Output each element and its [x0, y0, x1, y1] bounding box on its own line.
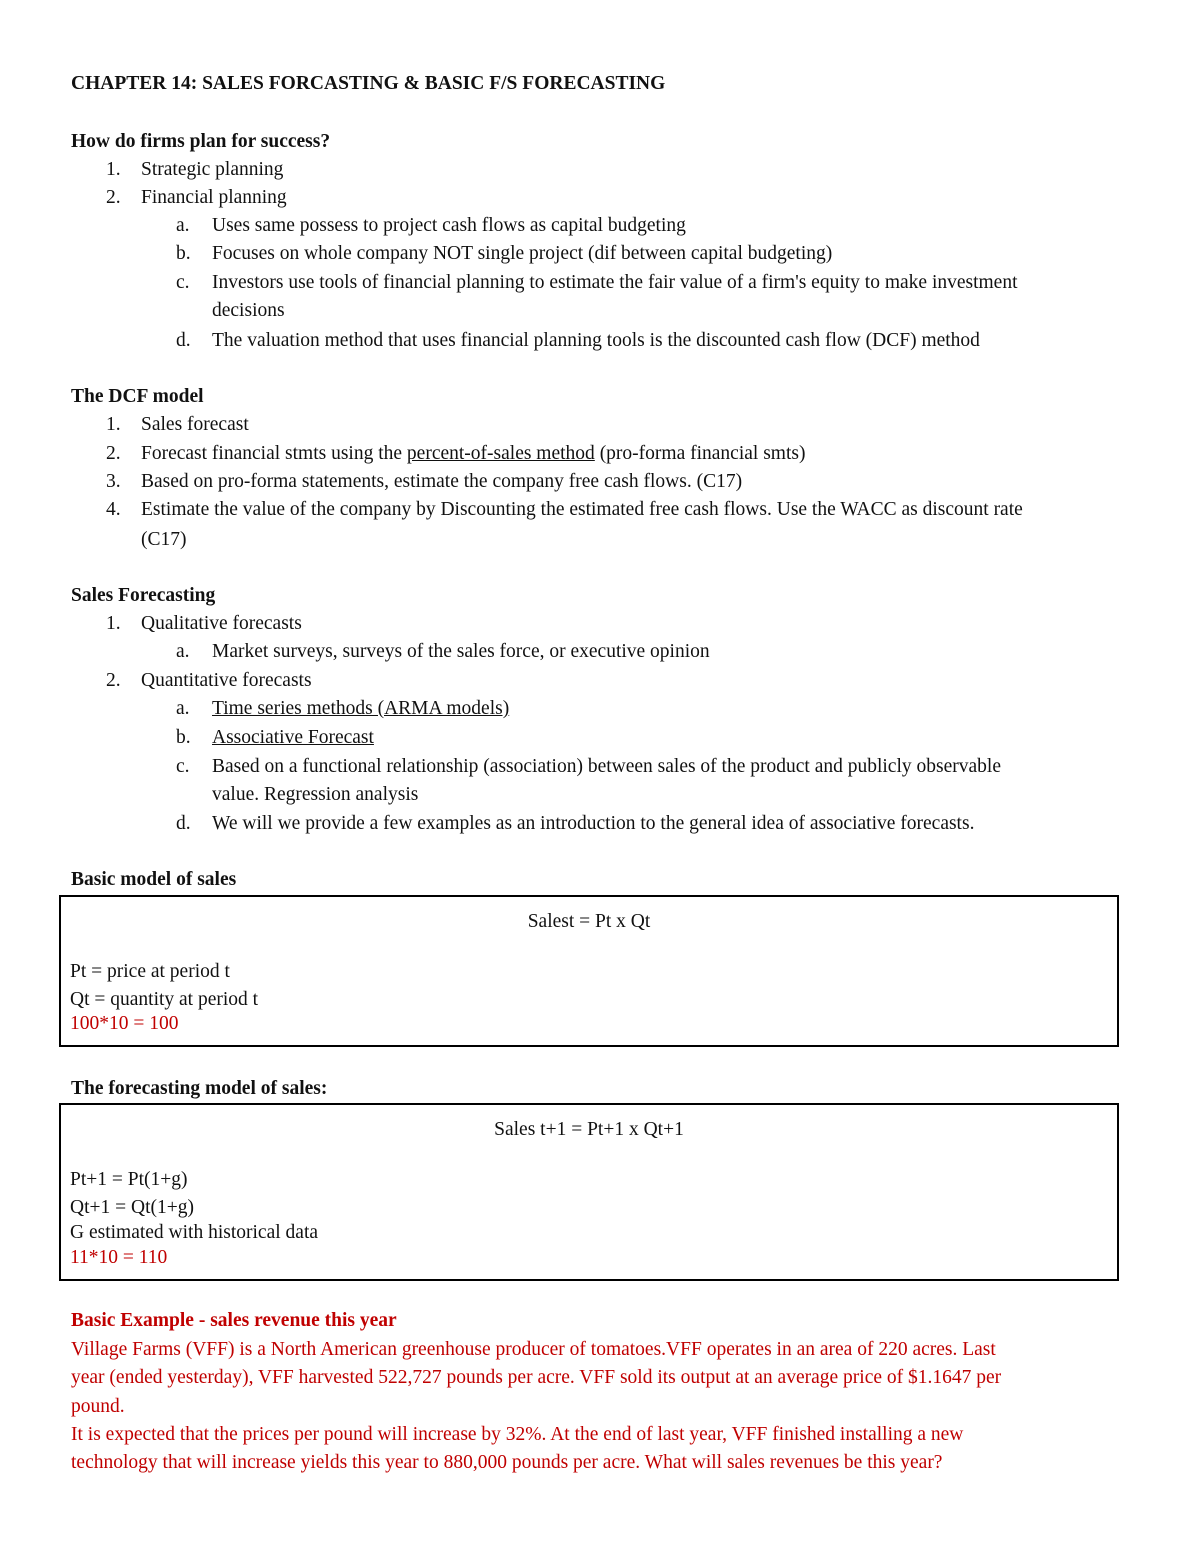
- sf-item-text: Qualitative forecasts: [141, 613, 302, 634]
- plan-sub-letter: c.: [176, 272, 190, 293]
- example-line: year (ended yesterday), VFF harvested 522,727 pounds per acre. VFF sold its output at an average price of $1.1647 per: [71, 1367, 1002, 1388]
- sf-item-text: Quantitative forecasts: [141, 670, 312, 691]
- plan-sub-text: The valuation method that uses financial planning tools is the discounted cash flow (DCF) method: [212, 330, 980, 351]
- dcf-item-text: [141, 440, 805, 468]
- plan-item-num: 2.: [106, 187, 121, 208]
- basic-model-example: 100*10 = 100: [70, 1013, 179, 1034]
- forecast-model-heading: The forecasting model of sales:: [71, 1078, 328, 1099]
- plan-item-text: Financial planning: [141, 187, 287, 208]
- forecast-model-line: Pt+1 = Pt(1+g): [70, 1169, 188, 1190]
- sf-item-num: 2.: [106, 670, 121, 691]
- dcf-item-text: Based on pro-forma statements, estimate the company free cash flows. (C17): [141, 471, 743, 492]
- sf-sub-text: We will we provide a few examples as an introduction to the general idea of associative forecasts.: [212, 813, 975, 834]
- example-line: pound.: [71, 1396, 125, 1417]
- plan-item-text: Strategic planning: [141, 159, 284, 180]
- forecast-model-line: G estimated with historical data: [70, 1222, 319, 1243]
- plan-sub-text-cont: decisions: [212, 300, 285, 321]
- plan-sub-text: Focuses on whole company NOT single project (dif between capital budgeting): [212, 243, 833, 264]
- example-line: Village Farms (VFF) is a North American greenhouse producer of tomatoes.VFF operates in an area of 220 acres. Last: [71, 1339, 996, 1360]
- sf-sub-text-cont: value. Regression analysis: [212, 784, 419, 805]
- plan-sub-text: Uses same possess to project cash flows as capital budgeting: [212, 215, 686, 236]
- dcf-item-num: 4.: [106, 499, 121, 520]
- sf-sub-letter: c.: [176, 756, 190, 777]
- percent-of-sales-link[interactable]: percent-of-sales method: [406, 443, 595, 464]
- basic-model-line: Pt = price at period t: [70, 961, 230, 982]
- dcf-item-text: Sales forecast: [141, 414, 249, 435]
- sf-sub-letter: a.: [176, 698, 190, 719]
- dcf-item-text-post: (pro-forma financial smts): [594, 443, 806, 464]
- dcf-item-num: 3.: [106, 471, 121, 492]
- basic-model-formula: Salest = Pt x Qt: [527, 911, 651, 932]
- sf-item-num: 1.: [106, 613, 121, 634]
- sf-sub-letter: b.: [176, 727, 191, 748]
- plan-sub-letter: b.: [176, 243, 191, 264]
- dcf-heading: The DCF model: [71, 386, 204, 407]
- forecast-model-box: [59, 1103, 1119, 1281]
- forecast-model-example: 11*10 = 110: [70, 1247, 168, 1268]
- sf-sub-letter: a.: [176, 641, 190, 662]
- plan-item-num: 1.: [106, 159, 121, 180]
- sf-sub-text: Market surveys, surveys of the sales force, or executive opinion: [212, 641, 710, 662]
- example-line: It is expected that the prices per pound will increase by 32%. At the end of last year, VFF finished installing a new: [71, 1424, 964, 1445]
- dcf-item-text-pre: Forecast financial stmts using the: [141, 443, 407, 464]
- basic-model-heading: Basic model of sales: [71, 869, 237, 890]
- sf-sub-letter: d.: [176, 813, 191, 834]
- dcf-item-text: Estimate the value of the company by Discounting the estimated free cash flows. Use the WACC as discount rate: [141, 499, 1023, 520]
- forecast-model-line: Qt+1 = Qt(1+g): [70, 1197, 194, 1218]
- plan-sub-letter: d.: [176, 330, 191, 351]
- plan-sub-letter: a.: [176, 215, 190, 236]
- basic-model-line: Qt = quantity at period t: [70, 989, 259, 1010]
- dcf-item-num: 2.: [106, 443, 121, 464]
- time-series-link[interactable]: Time series methods (ARMA models): [212, 698, 510, 719]
- plan-heading: How do firms plan for success?: [71, 131, 331, 152]
- basic-model-box: [59, 895, 1119, 1047]
- sales-forecasting-heading: Sales Forecasting: [71, 585, 216, 606]
- plan-sub-text: Investors use tools of financial planning to estimate the fair value of a firm's equity to make investment: [212, 272, 1018, 293]
- example-heading: Basic Example - sales revenue this year: [71, 1310, 397, 1331]
- sf-sub-text: Based on a functional relationship (association) between sales of the product and publicly observable: [212, 756, 1001, 777]
- dcf-item-num: 1.: [106, 414, 121, 435]
- dcf-item-text-cont: (C17): [141, 529, 187, 550]
- example-line: technology that will increase yields this year to 880,000 pounds per acre. What will sales revenues be this year?: [71, 1452, 943, 1473]
- associative-forecast-link[interactable]: Associative Forecast: [212, 727, 374, 748]
- forecast-model-formula: Sales t+1 = Pt+1 x Qt+1: [494, 1119, 684, 1140]
- chapter-title: CHAPTER 14: SALES FORCASTING & BASIC F/S FORECASTING: [71, 73, 666, 94]
